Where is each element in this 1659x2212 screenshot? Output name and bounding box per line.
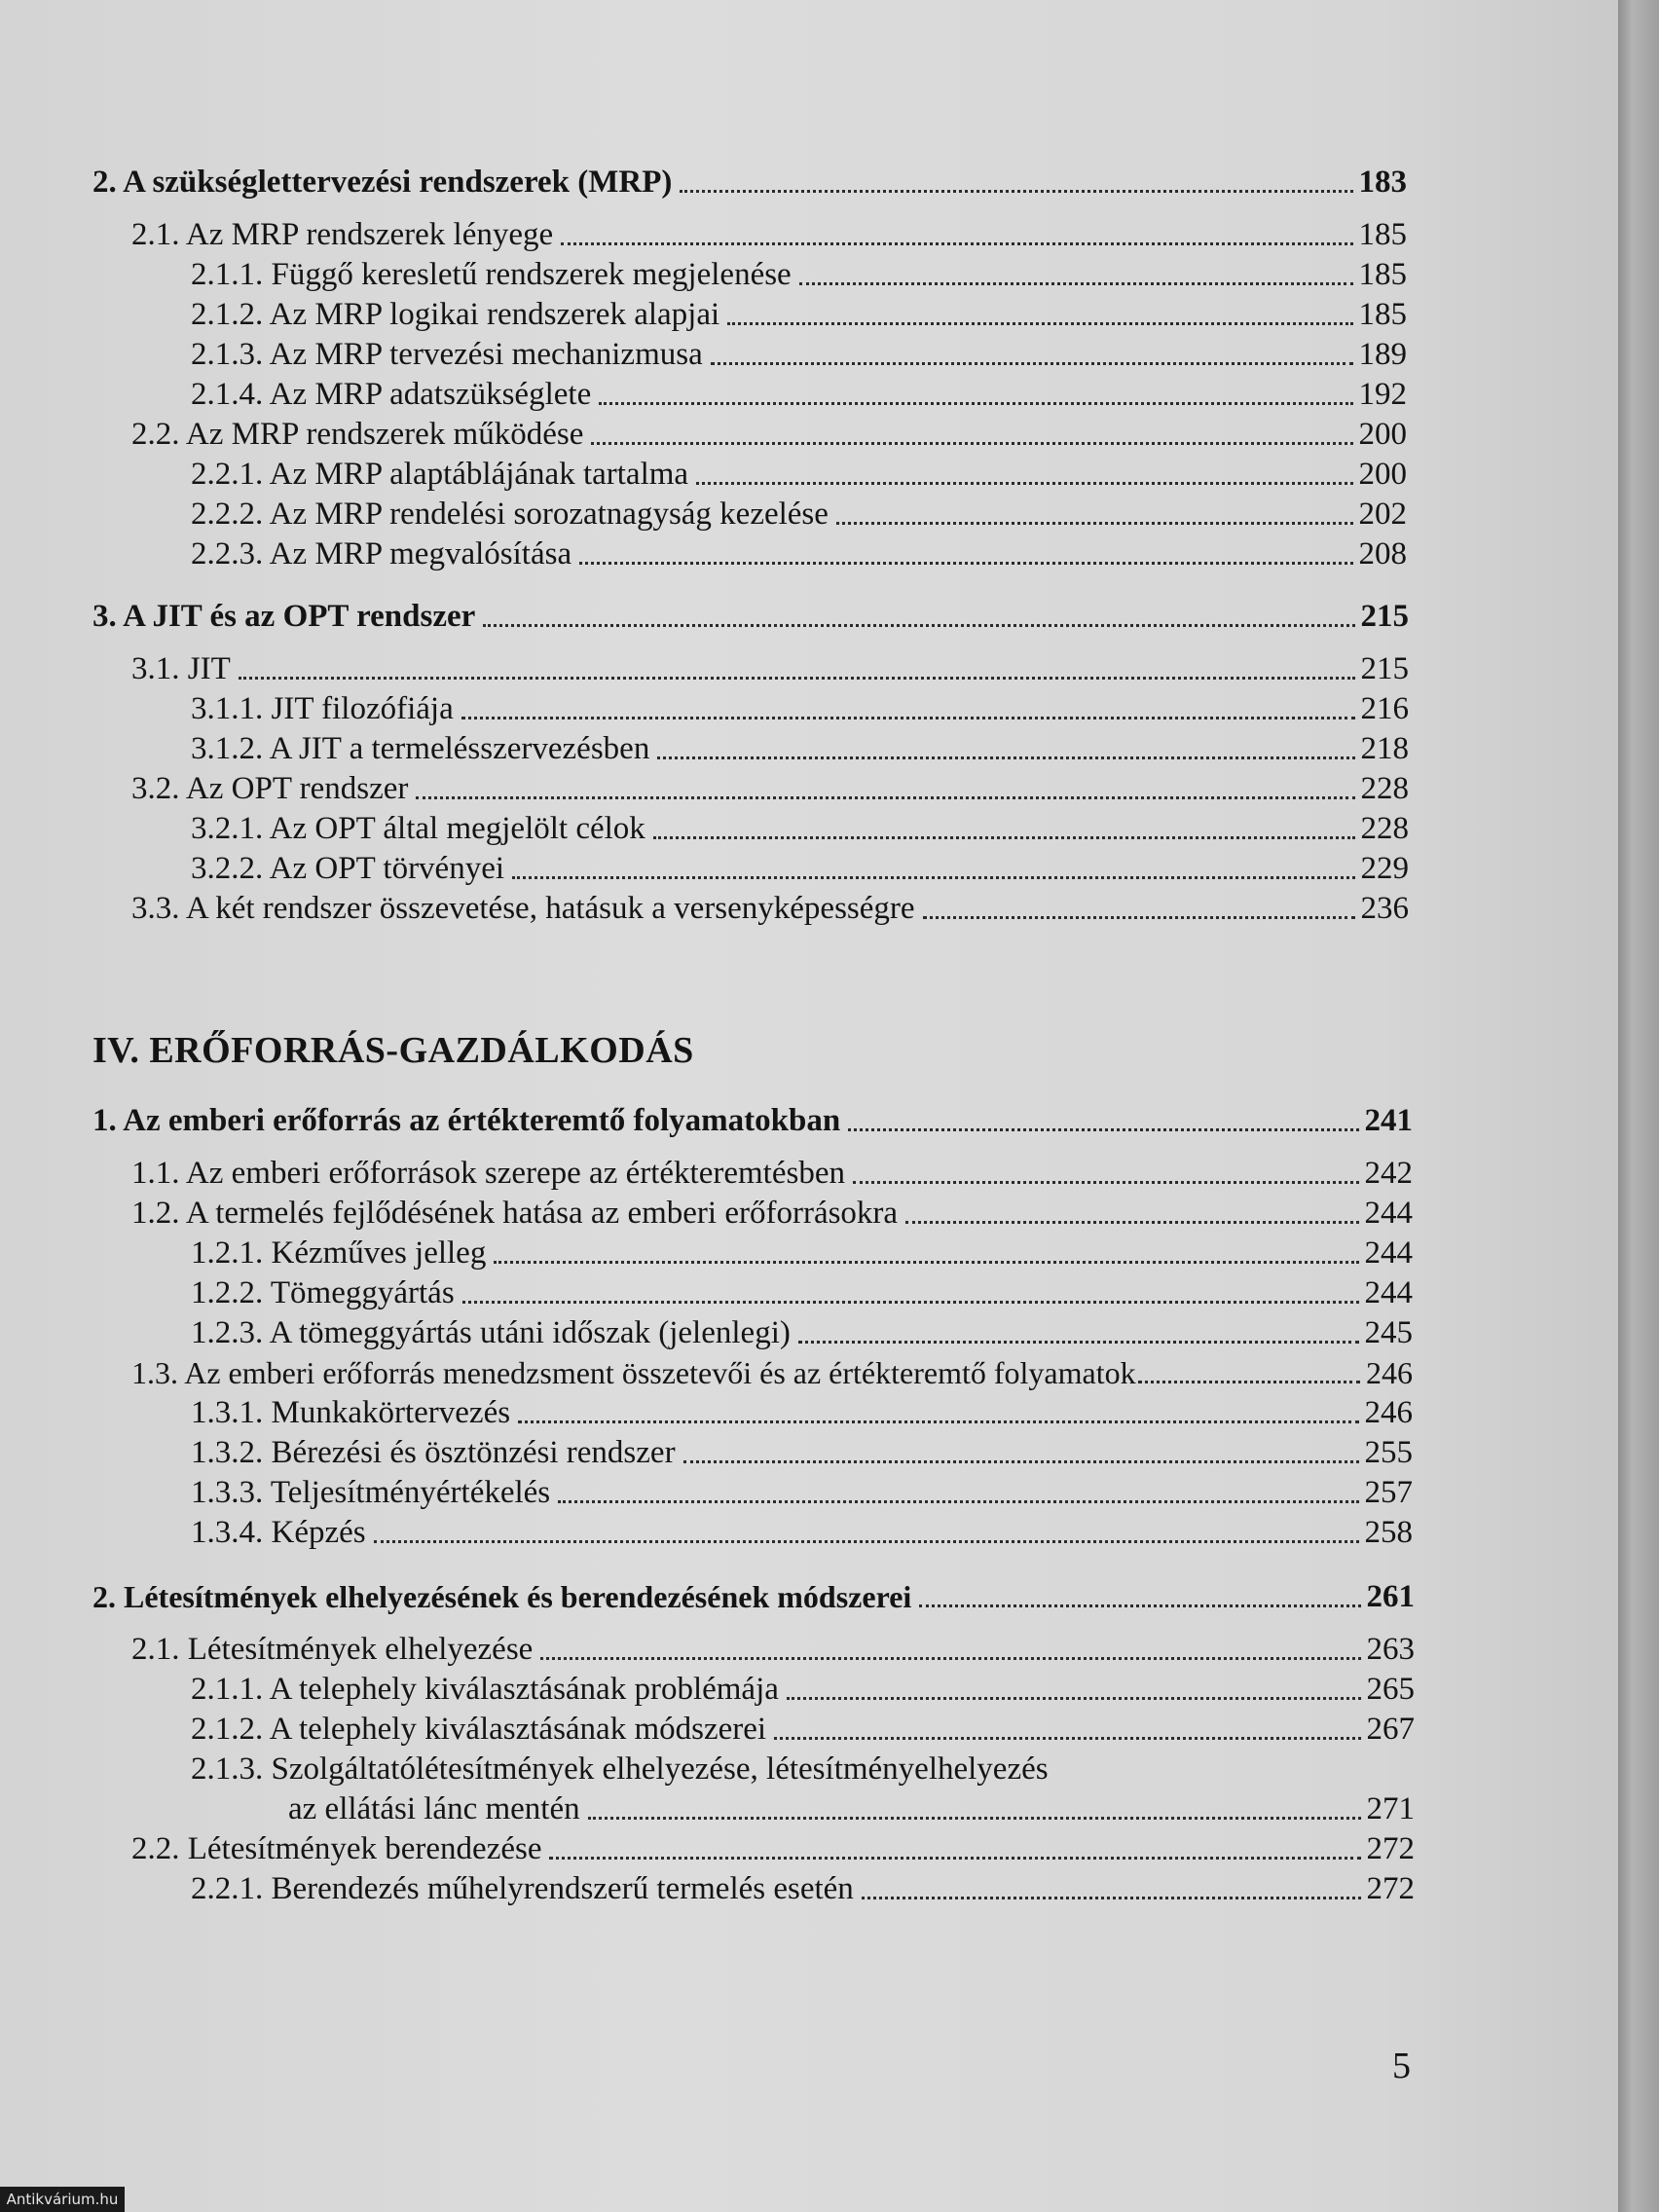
toc-entry <box>191 295 1407 334</box>
toc-page: 192 <box>1358 377 1407 412</box>
toc-title: 2.1.2. Az MRP logikai rendszerek alapjai <box>191 297 720 332</box>
dot-leader <box>862 1897 1361 1899</box>
toc-title: 2.2.1. Az MRP alaptáblájának tartalma <box>191 457 689 492</box>
dot-leader <box>696 482 1352 485</box>
toc-page: 267 <box>1366 1712 1415 1747</box>
toc-title: 3.1.2. A JIT a termelésszervezésben <box>191 731 650 766</box>
toc-title: 2.1.1. Függő keresletű rendszerek megjelenése <box>191 257 792 292</box>
toc-entry <box>191 535 1407 573</box>
dot-leader <box>540 1657 1360 1660</box>
dot-leader <box>512 876 1354 879</box>
toc-title: 2.1. Az MRP rendszerek lényege <box>131 217 554 252</box>
toc-section-facilities <box>92 1577 1415 1616</box>
toc-title: 3.2. Az OPT rendszer <box>131 771 409 806</box>
toc-title: 1.1. Az emberi erőforrások szerepe az értékteremtésben <box>131 1156 845 1191</box>
dot-leader <box>494 1261 1358 1264</box>
toc-page: 185 <box>1358 217 1407 252</box>
toc-title: 3. A JIT és az OPT rendszer <box>92 599 476 634</box>
dot-leader <box>919 1604 1360 1607</box>
dot-leader <box>591 442 1352 445</box>
toc-entry-continuation <box>288 1789 1415 1828</box>
toc-title: 2.2. Az MRP rendszerek működése <box>131 417 584 452</box>
toc-title: 2.1.1. A telephely kiválasztásának problémája <box>191 1672 779 1707</box>
toc-page: 202 <box>1358 497 1407 532</box>
toc-entry <box>191 1670 1415 1709</box>
toc-entry <box>191 1710 1415 1749</box>
toc-title: 2.2.1. Berendezés műhelyrendszerű termelés esetén <box>191 1871 854 1906</box>
toc-title: 3.2.2. Az OPT törvényei <box>191 851 505 886</box>
toc-entry <box>191 335 1407 374</box>
toc-page: 218 <box>1360 731 1409 766</box>
toc-page: 215 <box>1360 599 1409 634</box>
dot-leader <box>518 1420 1358 1423</box>
toc-page: 185 <box>1358 257 1407 292</box>
toc-page: 236 <box>1360 891 1409 926</box>
dot-leader <box>599 402 1352 405</box>
toc-page: 257 <box>1364 1475 1413 1510</box>
dot-leader <box>680 190 1352 193</box>
toc-title: 2.2.2. Az MRP rendelési sorozatnagyság kezelése <box>191 497 829 532</box>
toc-entry-wrapped: 2.1.3. Szolgáltatólétesítmények elhelyezése, létesítményelhelyezés <box>191 1751 1049 1787</box>
toc-entry <box>191 1433 1413 1472</box>
toc-entry <box>191 1393 1413 1432</box>
toc-page: 241 <box>1364 1103 1413 1138</box>
dot-leader <box>561 242 1352 245</box>
dot-leader <box>798 1341 1359 1344</box>
toc-entry <box>131 649 1409 688</box>
dot-leader <box>483 624 1354 627</box>
toc-page: 200 <box>1358 417 1407 452</box>
toc-entry <box>191 689 1409 728</box>
dot-leader <box>683 1460 1359 1463</box>
dot-leader <box>588 1817 1361 1820</box>
dot-leader <box>905 1221 1358 1224</box>
toc-page: 244 <box>1364 1275 1413 1310</box>
toc-entry <box>191 1869 1415 1908</box>
toc-entry <box>191 729 1409 768</box>
toc-title: 2.1.4. Az MRP adatszükséglete <box>191 377 592 412</box>
toc-page: 189 <box>1358 337 1407 372</box>
toc-entry <box>131 889 1409 928</box>
dot-leader <box>653 836 1355 839</box>
toc-page: 185 <box>1358 297 1407 332</box>
toc-title: 3.1. JIT <box>131 651 231 686</box>
dot-leader <box>848 1128 1358 1131</box>
watermark: Antikvárium.hu <box>0 2187 125 2212</box>
toc-entry <box>131 769 1409 808</box>
dot-leader <box>836 522 1353 525</box>
dot-leader <box>558 1500 1358 1503</box>
toc-page: 228 <box>1360 811 1409 846</box>
toc-title: 1.2.3. A tömeggyártás utáni időszak (jelenlegi) <box>191 1315 791 1350</box>
dot-leader <box>461 717 1355 719</box>
toc-title: 1.2.1. Kézműves jelleg <box>191 1235 487 1271</box>
toc-entry <box>131 1154 1413 1193</box>
page-number: 5 <box>1392 2046 1411 2086</box>
toc-page: 244 <box>1364 1235 1413 1271</box>
toc-title: 3.2.1. Az OPT által megjelölt célok <box>191 811 645 846</box>
toc-page: 246 <box>1366 1355 1413 1390</box>
dot-leader <box>799 282 1353 285</box>
toc-entry <box>191 455 1407 494</box>
dot-leader <box>374 1540 1359 1543</box>
toc-page: 258 <box>1364 1515 1413 1550</box>
toc-page: 263 <box>1366 1632 1415 1667</box>
part-title: IV. ERŐFORRÁS-GAZDÁLKODÁS <box>92 1030 694 1071</box>
toc-title: 2.1.3. Az MRP tervezési mechanizmusa <box>191 337 703 372</box>
toc-page: 245 <box>1364 1315 1413 1350</box>
toc-page: 200 <box>1358 457 1407 492</box>
toc-page: 242 <box>1364 1156 1413 1191</box>
toc-entry <box>191 1313 1413 1352</box>
toc-entry <box>131 215 1407 254</box>
toc-page: 271 <box>1366 1791 1415 1826</box>
toc-title: 1.3. Az emberi erőforrás menedzsment összetevői és az értékteremtő folyamatok <box>131 1355 1136 1390</box>
toc-entry <box>191 809 1409 848</box>
dot-leader <box>1138 1381 1360 1383</box>
toc-section-jit <box>92 597 1409 636</box>
toc-title: 1.2. A termelés fejlődésének hatása az emberi erőforrásokra <box>131 1196 899 1231</box>
toc-title: 2.1.2. A telephely kiválasztásának módszerei <box>191 1712 767 1747</box>
dot-leader <box>853 1181 1359 1184</box>
dot-leader <box>657 756 1354 759</box>
toc-title: 3.1.1. JIT filozófiája <box>191 691 454 726</box>
toc-title: 2.2.3. Az MRP megvalósítása <box>191 536 572 571</box>
toc-entry <box>191 255 1407 294</box>
dot-leader <box>579 562 1352 565</box>
toc-title: az ellátási lánc mentén <box>288 1791 580 1826</box>
toc-page: 261 <box>1366 1579 1415 1614</box>
toc-entry <box>191 849 1409 888</box>
toc-page: 244 <box>1364 1196 1413 1231</box>
toc-title: 2. A szükséglettervezési rendszerek (MRP) <box>92 165 673 200</box>
dot-leader <box>787 1697 1361 1700</box>
toc-title: 3.3. A két rendszer összevetése, hatásuk a versenyképességre <box>131 891 915 926</box>
toc-page: 272 <box>1366 1831 1415 1866</box>
toc-entry <box>131 1829 1415 1868</box>
dot-leader <box>774 1737 1360 1740</box>
dot-leader <box>416 796 1354 799</box>
toc-title: 2.1. Létesítmények elhelyezése <box>131 1632 534 1667</box>
toc-title: 2. Létesítmények elhelyezésének és berendezésének módszerei <box>92 1579 912 1614</box>
toc-entry <box>131 1194 1413 1233</box>
toc-page: 216 <box>1360 691 1409 726</box>
toc-title: 1. Az emberi erőforrás az értékteremtő folyamatokban <box>92 1103 841 1138</box>
toc-page: 272 <box>1366 1871 1415 1906</box>
toc-page: 228 <box>1360 771 1409 806</box>
toc-title: 1.3.4. Képzés <box>191 1515 366 1550</box>
toc-entry <box>191 375 1407 414</box>
toc-entry <box>131 415 1407 454</box>
toc-entry <box>131 1353 1413 1392</box>
toc-page: 208 <box>1358 536 1407 571</box>
dot-leader <box>923 916 1355 919</box>
toc-title: 2.2. Létesítmények berendezése <box>131 1831 542 1866</box>
dot-leader <box>711 362 1353 365</box>
toc-entry <box>191 1473 1413 1512</box>
toc-page: 183 <box>1358 165 1407 200</box>
toc-entry <box>191 1273 1413 1312</box>
toc-title: 1.3.2. Bérezési és ösztönzési rendszer <box>191 1435 676 1470</box>
dot-leader <box>727 322 1352 325</box>
toc-entry <box>191 1513 1413 1552</box>
dot-leader <box>549 1857 1360 1860</box>
toc-title: 1.3.1. Munkakörtervezés <box>191 1395 511 1430</box>
dot-leader <box>239 677 1355 680</box>
toc-entry <box>131 1630 1415 1669</box>
toc-entry <box>191 1234 1413 1272</box>
toc-section-hr <box>92 1101 1413 1140</box>
toc-section-mrp <box>92 163 1407 202</box>
toc-page: 229 <box>1360 851 1409 886</box>
toc-title: 1.2.2. Tömeggyártás <box>191 1275 455 1310</box>
toc-page: 246 <box>1364 1395 1413 1430</box>
dot-leader <box>462 1301 1359 1304</box>
toc-title: 1.3.3. Teljesítményértékelés <box>191 1475 551 1510</box>
toc-page: 265 <box>1366 1672 1415 1707</box>
toc-page: 255 <box>1364 1435 1413 1470</box>
toc-page: 215 <box>1360 651 1409 686</box>
toc-entry <box>191 495 1407 534</box>
